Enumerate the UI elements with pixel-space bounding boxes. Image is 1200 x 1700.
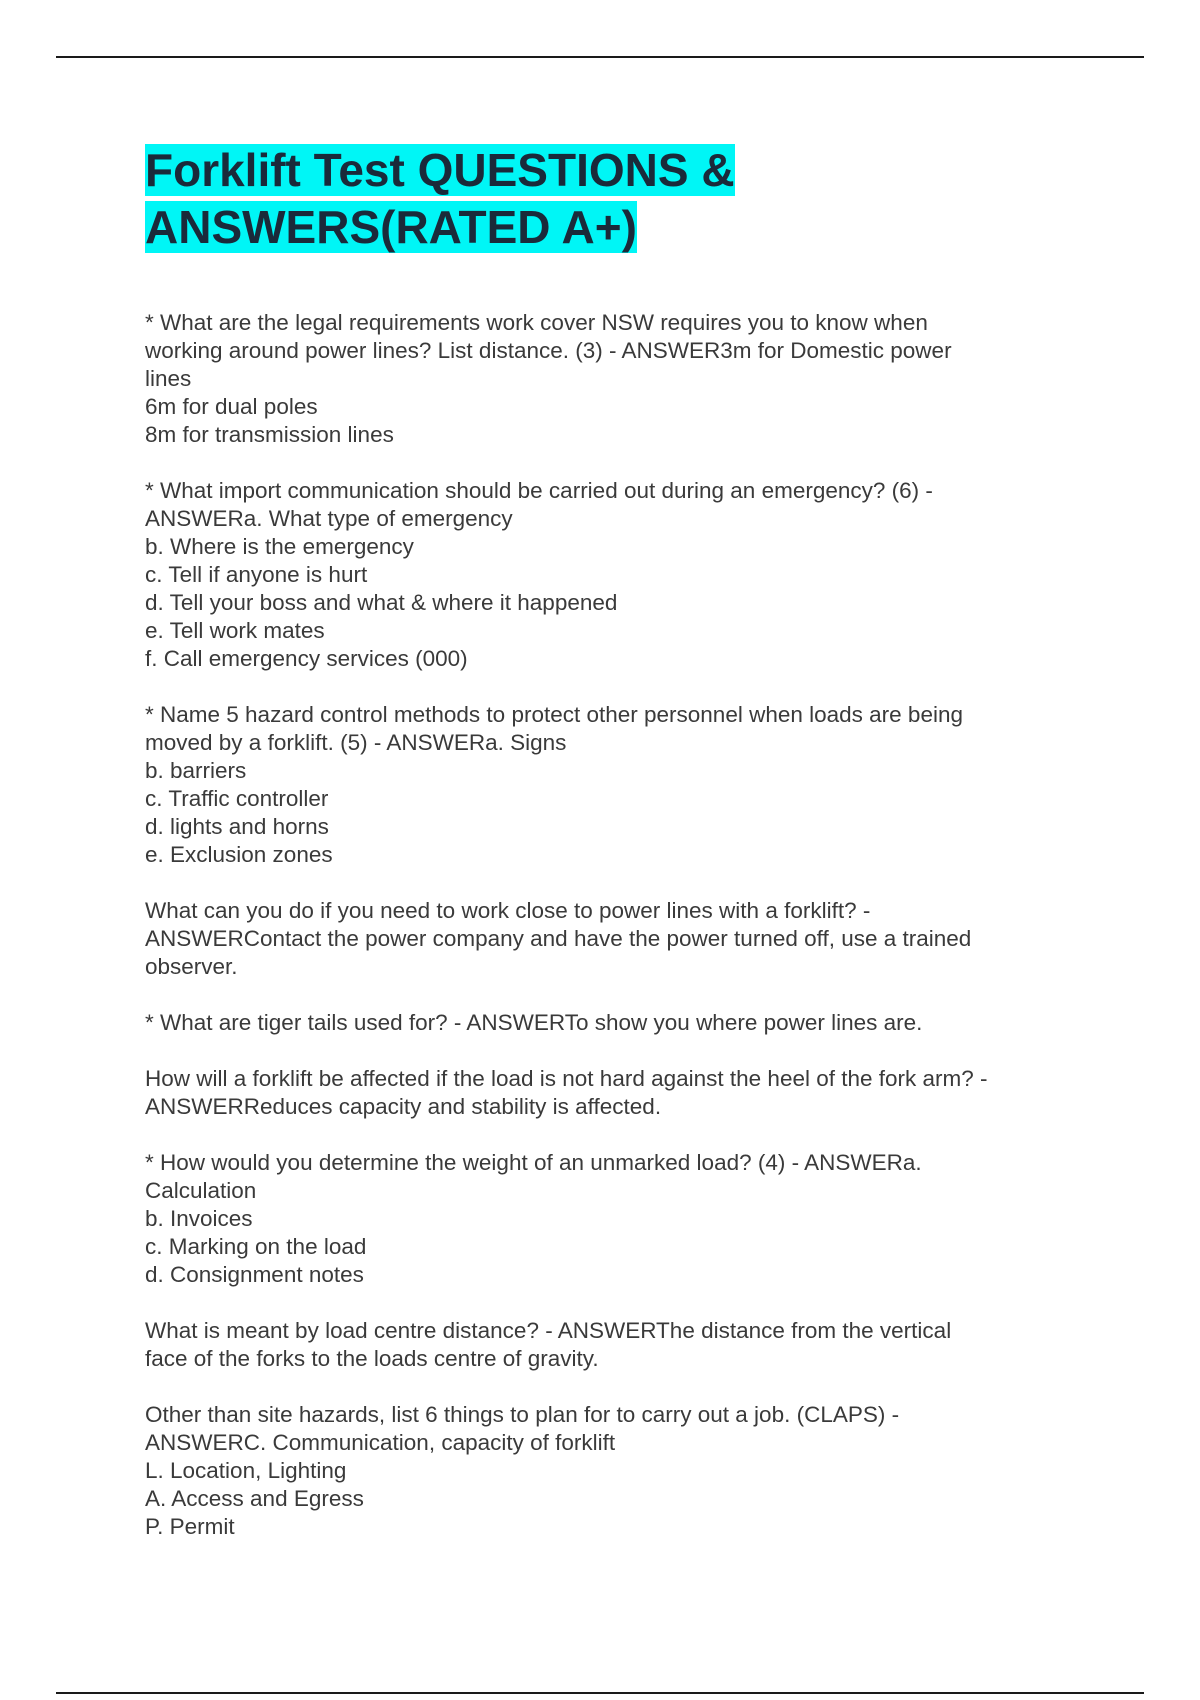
qa-line: What is meant by load centre distance? - ANSWERThe distance from the vertical [145,1318,952,1343]
qa-line: working around power lines? List distance. (3) - ANSWER3m for Domestic power [145,338,952,363]
qa-line: Other than site hazards, list 6 things to plan for to carry out a job. (CLAPS) - [145,1402,900,1427]
qa-item [145,1317,1065,1373]
qa-line: observer. [145,954,238,979]
qa-item [145,1149,1065,1289]
qa-line: ANSWERReduces capacity and stability is affected. [145,1094,662,1119]
qa-line: L. Location, Lighting [145,1458,347,1483]
qa-line: ANSWERContact the power company and have the power turned off, use a trained [145,926,972,951]
qa-item [145,1065,1065,1121]
qa-line: P. Permit [145,1514,235,1539]
qa-line: b. Where is the emergency [145,534,414,559]
qa-line: ANSWERa. What type of emergency [145,506,513,531]
qa-line: 8m for transmission lines [145,422,394,447]
qa-item [145,309,1065,449]
qa-line: d. lights and horns [145,814,329,839]
qa-line: moved by a forklift. (5) - ANSWERa. Signs [145,730,567,755]
qa-line: e. Exclusion zones [145,842,333,867]
qa-line: c. Tell if anyone is hurt [145,562,368,587]
qa-line: e. Tell work mates [145,618,325,643]
qa-line: Calculation [145,1178,257,1203]
qa-line: ANSWERC. Communication, capacity of forklift [145,1430,616,1455]
qa-line: * Name 5 hazard control methods to protect other personnel when loads are being [145,702,963,727]
qa-line: lines [145,366,192,391]
document-title [145,142,1065,256]
qa-list [145,309,1065,1541]
bottom-rule [56,1692,1144,1694]
title-line-1: Forklift Test QUESTIONS & [145,144,735,196]
qa-line: * What import communication should be carried out during an emergency? (6) - [145,478,933,503]
qa-line: f. Call emergency services (000) [145,646,468,671]
qa-line: A. Access and Egress [145,1486,364,1511]
qa-line: b. barriers [145,758,247,783]
qa-line: face of the forks to the loads centre of gravity. [145,1346,599,1371]
qa-item [145,701,1065,869]
document-body [145,142,1065,1569]
qa-line: b. Invoices [145,1206,253,1231]
qa-line: d. Tell your boss and what & where it happened [145,590,618,615]
qa-item [145,477,1065,673]
qa-line: * What are the legal requirements work cover NSW requires you to know when [145,310,928,335]
qa-line: What can you do if you need to work close to power lines with a forklift? - [145,898,871,923]
qa-line: How will a forklift be affected if the load is not hard against the heel of the fork arm? - [145,1066,988,1091]
qa-item [145,1401,1065,1541]
qa-line: * What are tiger tails used for? - ANSWERTo show you where power lines are. [145,1010,923,1035]
title-line-2: ANSWERS(RATED A+) [145,201,637,253]
qa-line: d. Consignment notes [145,1262,364,1287]
qa-line: * How would you determine the weight of an unmarked load? (4) - ANSWERa. [145,1150,922,1175]
qa-item [145,897,1065,981]
qa-line: 6m for dual poles [145,394,318,419]
qa-line: c. Traffic controller [145,786,329,811]
qa-item [145,1009,1065,1037]
qa-line: c. Marking on the load [145,1234,367,1259]
top-rule [56,56,1144,58]
